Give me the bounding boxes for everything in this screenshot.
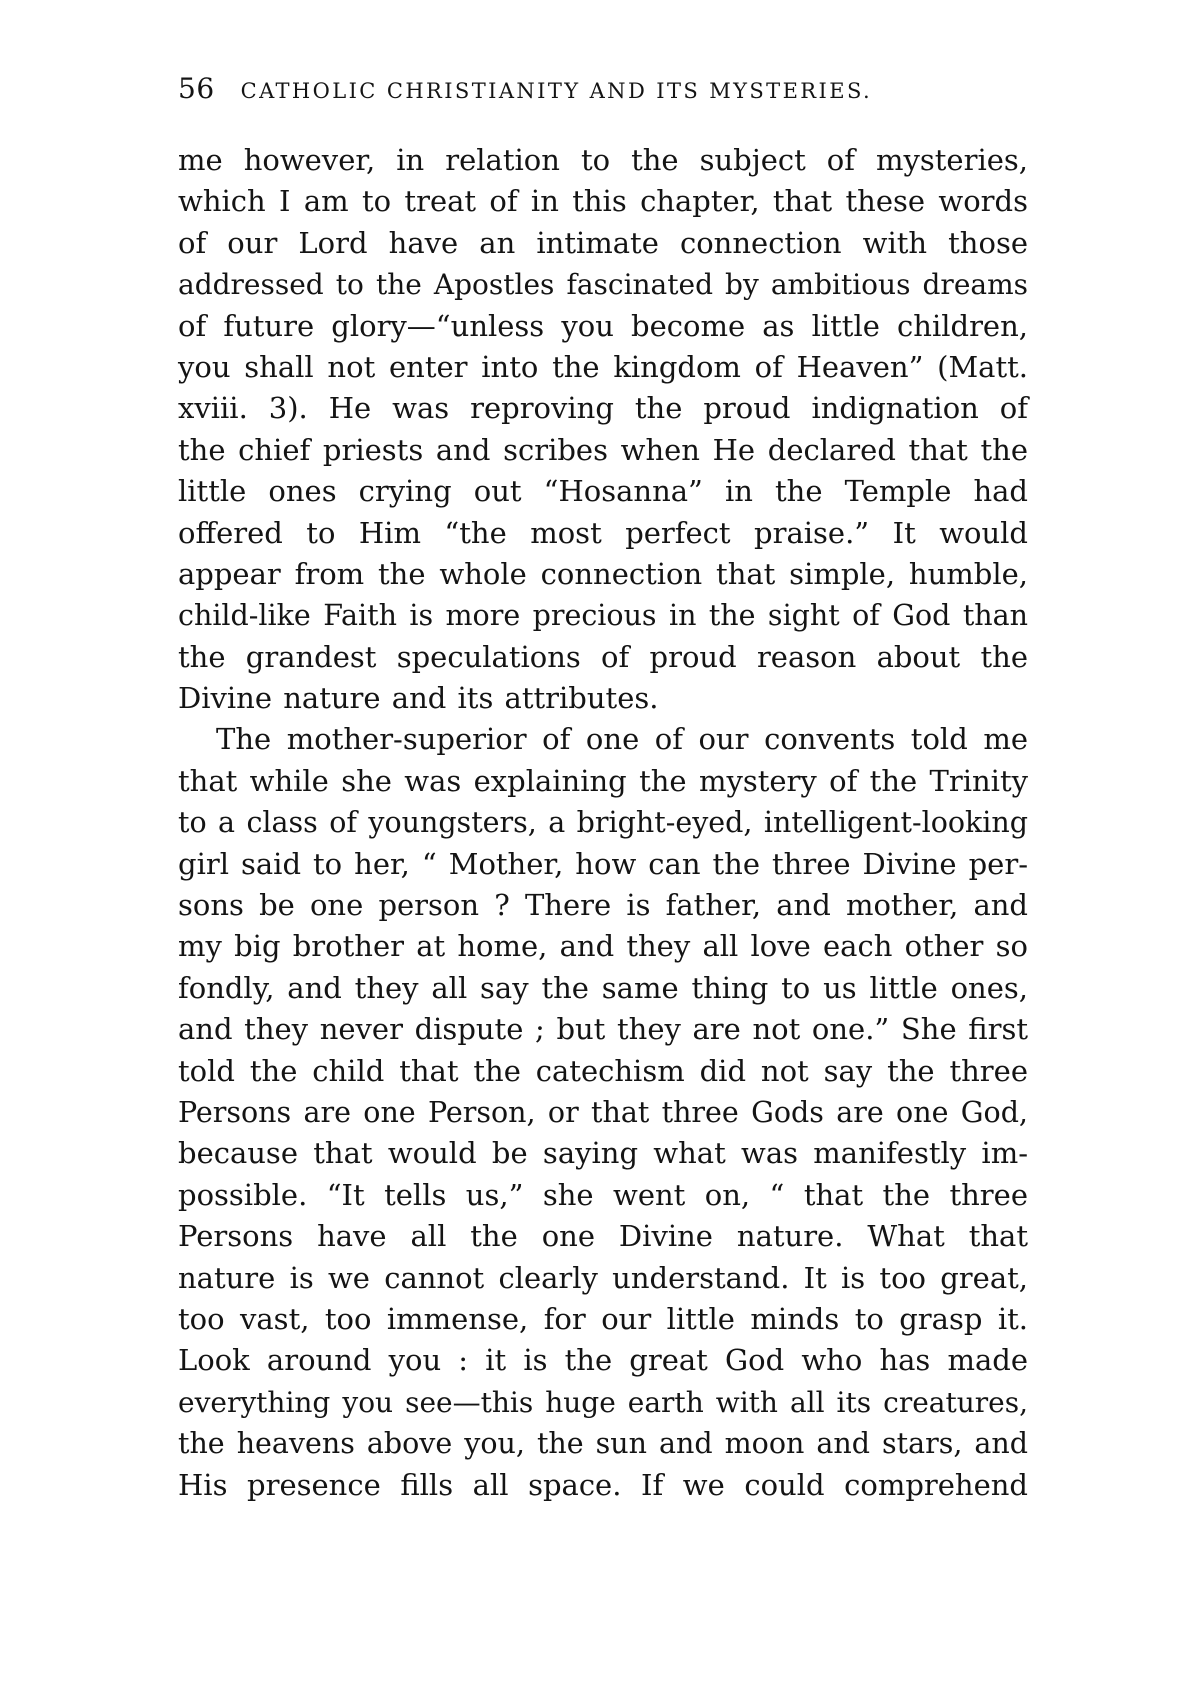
text-line: Persons are one Person, or that three Gods are one God, (178, 1095, 1028, 1129)
text-line: of our Lord have an intimate connection with those (178, 225, 1028, 260)
running-head-title: CATHOLIC CHRISTIANITY AND ITS MYSTERIES. (240, 79, 873, 103)
text-line: of future glory—“unless you become as little children, (178, 308, 1028, 343)
text-line: the heavens above you, the sun and moon and stars, and (178, 1427, 1028, 1461)
text-line: girl said to her, “ Mother, how can the three Divine per- (178, 846, 1028, 881)
text-line: the grandest speculations of proud reason about the (178, 639, 1028, 674)
text-line: everything you see—this huge earth with all its creatures, (178, 1385, 1028, 1419)
text-line: nature is we cannot clearly understand. It is too great, (178, 1260, 1028, 1295)
text-line: the chief priests and scribes when He declared that the (178, 432, 1028, 467)
text-line: offered to Him “the most perfect praise.” It would (178, 515, 1028, 550)
running-head (178, 72, 1028, 112)
text-line: me however, in relation to the subject of mysteries, (178, 143, 1028, 177)
text-line: told the child that the catechism did not say the three (178, 1053, 1028, 1088)
text-line: too vast, too immense, for our little minds to grasp it. (178, 1301, 1028, 1336)
text-line: my big brother at home, and they all love each other so (178, 929, 1028, 964)
paragraph (178, 140, 1028, 719)
body-text (178, 140, 1028, 1506)
text-line: The mother-superior of one of our convents told me (216, 722, 1028, 757)
text-line: you shall not enter into the kingdom of Heaven” (Matt. (178, 349, 1028, 384)
text-line: His presence fills all space. If we could comprehend (178, 1467, 1028, 1502)
text-line: child-like Faith is more precious in the sight of God than (178, 599, 1028, 633)
text-line: and they never dispute ; but they are not one.” She first (178, 1012, 1028, 1047)
text-line: Persons have all the one Divine nature. What that (178, 1219, 1028, 1254)
text-line: Look around you : it is the great God who has made (178, 1343, 1028, 1378)
text-line: which I am to treat of in this chapter, that these words (178, 184, 1028, 219)
text-line: fondly, and they all say the same thing to us little ones, (178, 970, 1028, 1005)
text-line: sons be one person ? There is father, and mother, and (178, 888, 1028, 923)
text-line: Divine nature and its attributes. (178, 681, 659, 716)
book-page (178, 72, 1028, 1506)
text-line: to a class of youngsters, a bright-eyed, intelligent-looking (178, 806, 1028, 840)
text-line: because that would be saying what was manifestly im- (178, 1136, 1028, 1171)
text-line: possible. “It tells us,” she went on, “ that the three (178, 1177, 1028, 1212)
text-line: little ones crying out “Hosanna” in the Temple had (178, 474, 1028, 509)
page-number: 56 (178, 72, 215, 105)
text-line: addressed to the Apostles fascinated by ambitious dreams (178, 268, 1028, 302)
text-line: appear from the whole connection that simple, humble, (178, 556, 1028, 591)
text-line: xviii. 3). He was reproving the proud indignation of (178, 391, 1028, 426)
paragraph (178, 719, 1028, 1505)
text-line: that while she was explaining the mystery of the Trinity (178, 763, 1028, 798)
